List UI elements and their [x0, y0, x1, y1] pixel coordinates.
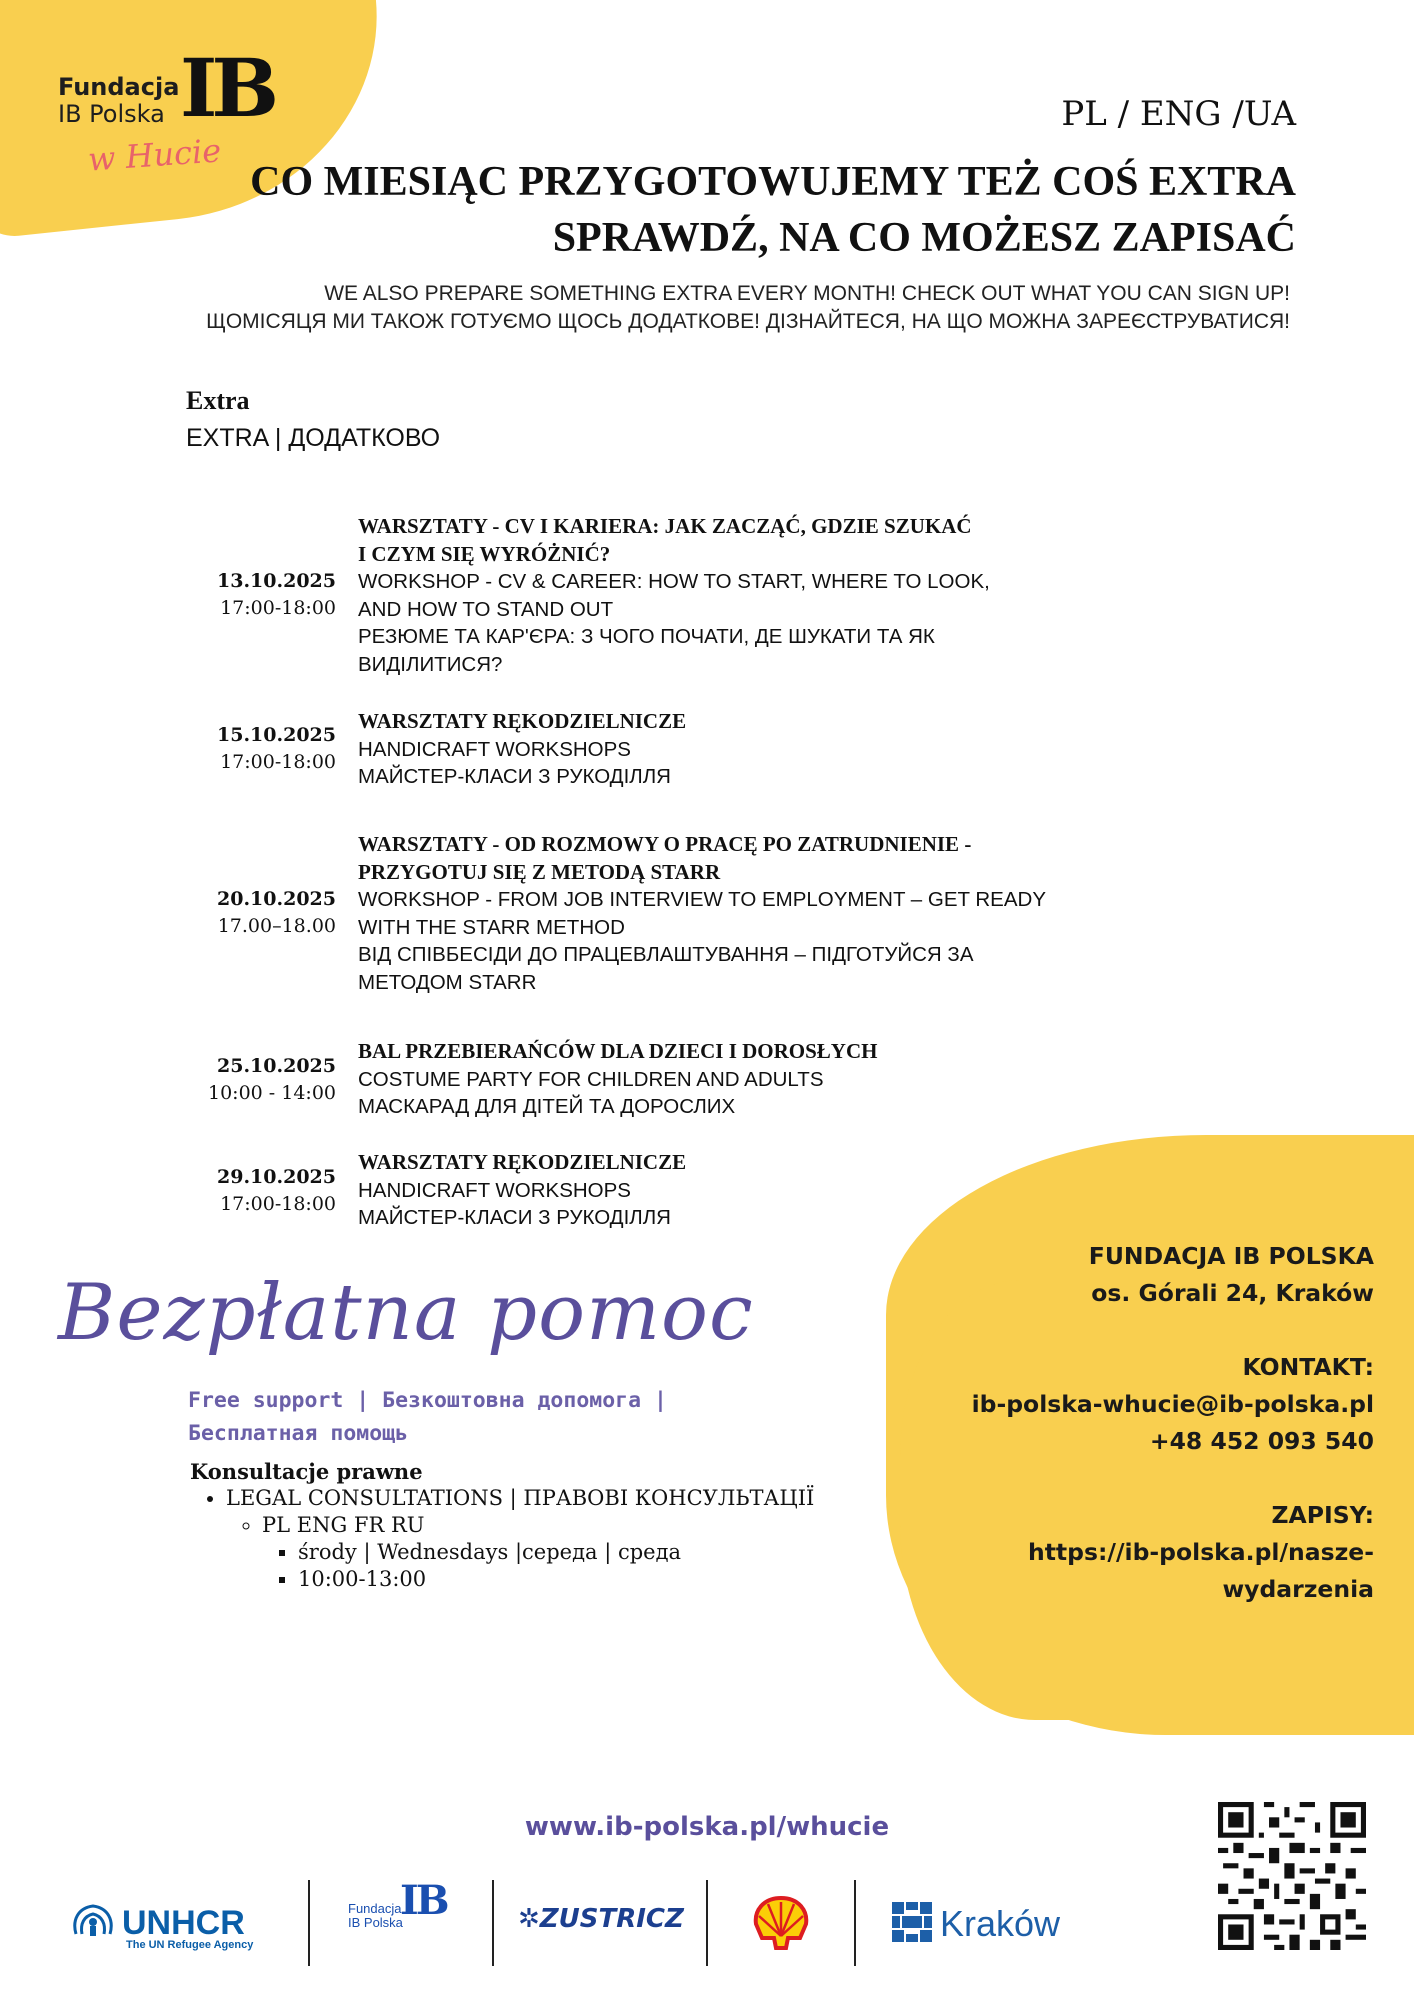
event-4: BAL PRZEBIERAŃCÓW DLA DZIECI I DOROSŁYCH COSTUME PARTY FOR CHILDREN AND ADULTS МАСКАРАД ДЛЯ ДІТЕЙ ТА ДОРОСЛИХ: [358, 1039, 878, 1118]
section-subheading: EXTRA | ДОДАТКОВО: [186, 424, 441, 452]
event-3: WARSZTATY - OD ROZMOWY O PRACĘ PO ZATRUDNIENIE - PRZYGOTUJ SIĘ Z METODĄ STARR WORKSHOP - FROM JOB INTERVIEW TO EMPLOYMENT – GET READY WITH THE STARR METHOD ВІД СПІВБЕСІДИ ДО ПРАЦЕВЛАШТУВАННЯ – ПІДГОТУЙСЯ ЗА МЕТОДОМ STARR: [358, 832, 1047, 994]
contact-email[interactable]: ib-polska-whucie@ib-polska.pl: [971, 1390, 1374, 1418]
contact-label: KONTAKT:: [1242, 1353, 1374, 1381]
language-list: PL / ENG /UA: [1061, 94, 1296, 134]
free-support-subtitle: Free support | Безкоштовна допомога | Бесплатная помощь: [188, 1388, 667, 1446]
zustricz-emblem-icon: ✲: [518, 1904, 540, 1934]
krakow-logo: Kraków: [892, 1902, 1060, 1945]
page-subtitle: [206, 280, 1290, 336]
ib-polska-partner-logo: Fundacja IB Polska IB: [348, 1877, 447, 1930]
subtitle-en: WE ALSO PREPARE SOMETHING EXTRA EVERY MONTH! CHECK OUT WHAT YOU CAN SIGN UP!: [324, 282, 1290, 305]
unhcr-emblem-icon: [70, 1900, 116, 1940]
fundacja-logo-text: Fundacja IB Polska: [58, 73, 180, 128]
subtitle-ua: ЩОМІСЯЦЯ МИ ТАКОЖ ГОТУЄМО ЩОСЬ ДОДАТКОВЕ! ДІЗНАЙТЕСЯ, НА ЩО МОЖНА ЗАРЕЄСТРУВАТИСЯ!: [206, 310, 1290, 333]
contact-org: FUNDACJA IB POLSKA: [1088, 1242, 1374, 1270]
legal-consultations: [190, 1458, 814, 1593]
signup-label: ZAPISY:: [1271, 1501, 1374, 1529]
event-5: WARSZTATY RĘKODZIELNICZE HANDICRAFT WORKSHOPS МАЙСТЕР-КЛАСИ З РУКОДІЛЛЯ: [358, 1150, 687, 1229]
signup-link[interactable]: https://ib-polska.pl/nasze- wydarzenia: [1027, 1538, 1374, 1603]
contact-phone[interactable]: +48 452 093 540: [1149, 1427, 1374, 1455]
shell-logo-icon: [750, 1894, 812, 1956]
unhcr-logo: UNHCR The UN Refugee Agency: [70, 1900, 253, 1951]
event-2: WARSZTATY RĘKODZIELNICZE HANDICRAFT WORKSHOPS МАЙСТЕР-КЛАСИ З РУКОДІЛЛЯ: [358, 709, 687, 788]
contact-block: [934, 1238, 1374, 1608]
legal-heading: Konsultacje prawne: [190, 1459, 423, 1484]
event-date-2: 15.10.2025 17:00-18:00: [217, 724, 336, 773]
event-1: WARSZTATY - CV I KARIERA: JAK ZACZĄĆ, GDZIE SZUKAĆ I CZYM SIĘ WYRÓŻNIĆ? WORKSHOP - CV & CAREER: HOW TO START, WHERE TO LOOK, AND HOW TO STAND OUT РЕЗЮМЕ ТА КАР'ЄРА: З ЧОГО ПОЧАТИ, ДЕ ШУКАТИ ТА ЯК ВИДІЛИТИСЯ?: [358, 514, 990, 676]
website-link[interactable]: www.ib-polska.pl/whucie: [524, 1812, 890, 1842]
event-date-4: 25.10.2025 10:00 - 14:00: [207, 1055, 336, 1104]
krakow-emblem-icon: [892, 1902, 932, 1942]
ib-logo-mark: IB: [180, 41, 274, 135]
list-item: ▪ 10:00-13:00: [298, 1566, 814, 1593]
free-support-script-title: Bezpłatna pomoc: [58, 1268, 754, 1358]
logo-script-w-hucie: w Hucie: [86, 131, 223, 179]
section-heading: Extra: [186, 386, 250, 415]
zustricz-logo: ✲ZUSTRICZ: [518, 1904, 684, 1934]
page-title-line2: SPRAWDŹ, NA CO MOŻESZ ZAPISAĆ: [552, 215, 1296, 261]
page-title: [196, 154, 1296, 266]
page-title-line1: CO MIESIĄC PRZYGOTOWUJEMY TEŻ COŚ EXTRA: [250, 159, 1296, 205]
qr-code-icon[interactable]: [1218, 1802, 1366, 1950]
event-date-3: 20.10.2025 17.00–18.00: [217, 888, 336, 937]
partner-logos: [60, 1877, 1110, 1970]
event-date-5: 29.10.2025 17:00-18:00: [217, 1166, 336, 1215]
event-date-1: 13.10.2025 17:00-18:00: [217, 570, 336, 619]
contact-address: os. Górali 24, Kraków: [1091, 1279, 1374, 1307]
list-item: ◦ PL ENG FR RU ▪ środy | Wednesdays |середа | среда ▪ 10:00-13:00: [262, 1512, 814, 1593]
list-item: • LEGAL CONSULTATIONS | ПРАВОВІ КОНСУЛЬТАЦІЇ ◦ PL ENG FR RU ▪ środy | Wednesdays |середа | среда ▪ 10:00-13:00: [226, 1485, 814, 1593]
list-item: ▪ środy | Wednesdays |середа | среда: [298, 1539, 814, 1566]
